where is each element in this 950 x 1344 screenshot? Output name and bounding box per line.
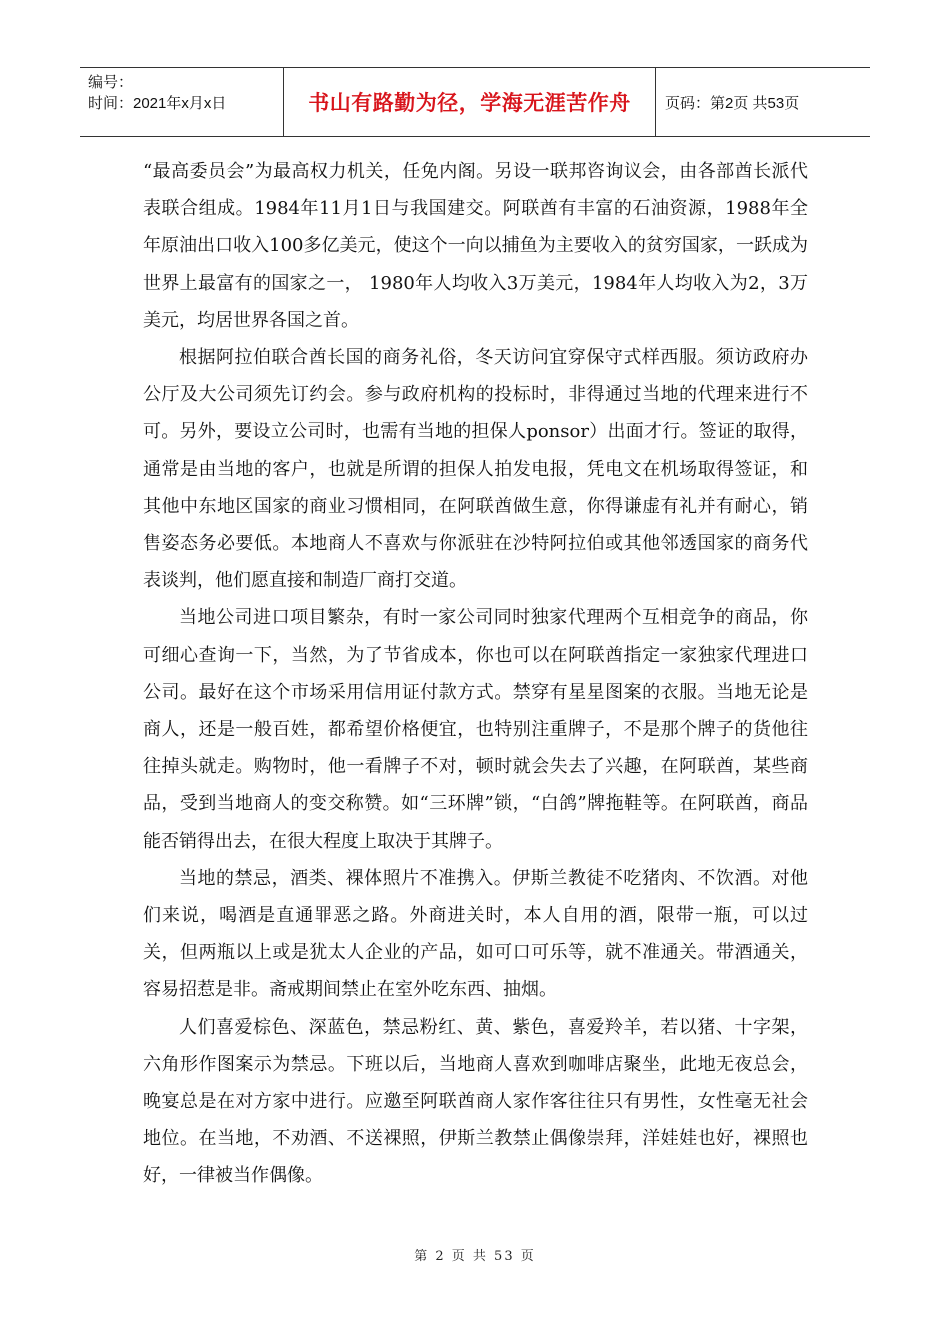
document-number-label: 编号：	[88, 74, 134, 91]
body-paragraph: 当地公司进口项目繁杂，有时一家公司同时独家代理两个互相竞争的商品，你可细心查询一下，当然，为了节省成本，你也可以在阿联酋指定一家独家代理进口公司。最好在这个市场采用信用证付款方式。禁穿有星星图案的衣服。当地无论是商人，还是一般百姓，都希望价格便宜，也特别注重牌子，不是那个牌子的货他往往掉头就走。购物时，他一看牌子不对，顿时就会失去了兴趣，在阿联酋，某些商品，受到当地商人的变交称赞。如“三环牌”锁，“白鸽”牌拖鞋等。在阿联酋，商品能否销得出去，在很大程度上取决于其牌子。	[143, 607, 808, 852]
body-paragraph: 根据阿拉伯联合酋长国的商务礼俗，冬天访问宜穿保守式样西服。须访政府办公厅及大公司须先订约会。参与政府机构的投标时，非得通过当地的代理来进行不可。另外，要设立公司时，也需有当地的担保人ponsor）出面才行。签证的取得，通常是由当地的客户，也就是所谓的担保人拍发电报，凭电文在机场取得签证，和其他中东地区国家的商业习惯相同，在阿联酋做生意，你得谦虚有礼并有耐心，销售姿态务必要低。本地商人不喜欢与你派驻在沙特阿拉伯或其他邻透国家的商务代表谈判，他们愿直接和制造厂商打交道。	[143, 347, 808, 592]
document-header	[80, 67, 870, 137]
body-paragraph: 当地的禁忌，酒类、裸体照片不准携入。伊斯兰教徒不吃猪肉、不饮酒。对他们来说，喝酒是直通罪恶之路。外商进关时，本人自用的酒，限带一瓶，可以过关，但两瓶以上或是犹太人企业的产品，如可口可乐等，就不准通关。带酒通关，容易招惹是非。斋戒期间禁止在室外吃东西、抽烟。	[143, 867, 808, 1001]
body-paragraph: 人们喜爱棕色、深蓝色，禁忌粉红、黄、紫色，喜爱羚羊，若以猪、十字架，六角形作图案示为禁忌。下班以后，当地商人喜欢到咖啡店聚坐，此地无夜总会，晚宴总是在对方家中进行。应邀至阿联酋商人家作客往往只有男性，女性毫无社会地位。在当地，不劝酒、不送裸照，伊斯兰教禁止偶像崇拜，洋娃娃也好，裸照也好，一律被当作偶像。	[143, 1016, 808, 1187]
header-page-cell	[656, 68, 870, 136]
document-body	[143, 153, 808, 1195]
header-meta-cell	[80, 68, 284, 136]
header-motto-cell	[284, 68, 656, 136]
header-page-info: 页码：第2页 共53页	[665, 94, 800, 112]
header-motto: 书山有路勤为径，学海无涯苦作舟	[308, 91, 631, 115]
page-footer: 第 2 页 共 53 页	[414, 1249, 536, 1264]
body-paragraph: “最高委员会”为最高权力机关，任免内阁。另设一联邦咨询议会，由各部酋长派代表联合组成。1984年11月1日与我国建交。阿联酋有丰富的石油资源，1988年全年原油出口收入100多亿美元，使这个一向以捕鱼为主要收入的贫穷国家，一跃成为世界上最富有的国家之一， 1980年人均收入3万美元，1984年人均收入为2，3万美元，均居世界各国之首。	[143, 161, 808, 331]
document-date-label: 时间：2021年x月x日	[88, 95, 227, 112]
